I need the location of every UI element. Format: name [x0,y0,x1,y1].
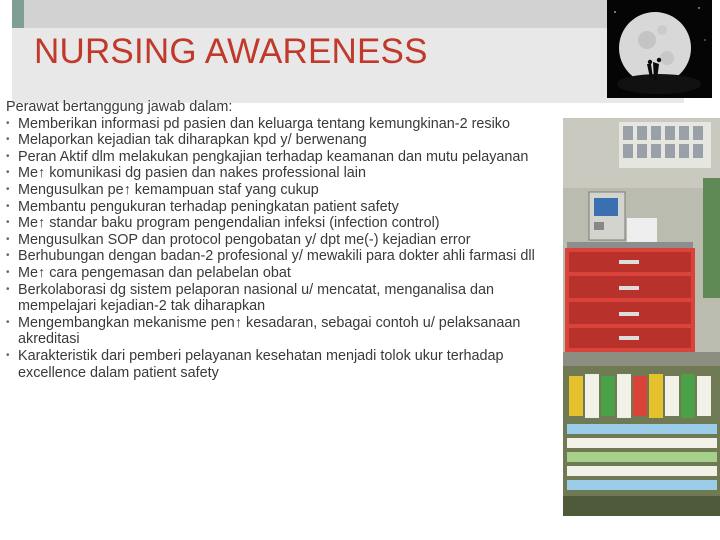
bullet-text: Berkolaborasi dg sistem pelaporan nasional u/ mencatat, menganalisa dan mempelajari kejadian-2 tak diharapkan [18,281,494,315]
bullet-text: cara pengemasan dan pelabelan obat [45,264,291,281]
bullet-text: Berhubungan dengan badan-2 profesional y/ mewakili para dokter ahli farmasi dll [18,248,535,265]
list-item [6,116,562,133]
title-band [12,0,684,103]
bullet-text: Melaporkan kejadian tak diharapkan kpd y/ berwenang [18,132,367,149]
title-accent-bar [12,0,24,28]
bullet-text: komunikasi dg pasien dan nakes professional lain [45,165,366,182]
bullet-text: kemampuan staf yang cukup [130,181,319,198]
list-item [6,215,562,232]
up-arrow-icon: ↑ [234,314,242,331]
bullet-text: Me [18,264,38,281]
list-item [6,182,562,199]
list-item [6,282,562,315]
list-item [6,315,562,348]
slide-body [6,99,562,381]
bullet-text: Me [18,215,38,232]
bullet-text: Mengusulkan SOP dan protocol pengobatan y/ dpt me(-) kejadian error [18,231,471,248]
list-item [6,165,562,182]
intro-text: Perawat bertanggung jawab dalam: [6,99,233,115]
list-item [6,232,562,249]
bullet-text: kesadaran, sebagai contoh u/ pelaksanaan akreditasi [18,314,521,348]
list-item [6,348,562,381]
bullet-text: Me [18,165,38,182]
up-arrow-icon: ↑ [38,264,46,281]
list-item [6,149,562,166]
up-arrow-icon: ↑ [123,181,131,198]
bullet-text: Mengembangkan mekanisme pen [18,314,235,331]
up-arrow-icon: ↑ [38,165,46,182]
list-item [6,199,562,216]
list-item [6,132,562,149]
up-arrow-icon: ↑ [38,215,46,232]
bullet-text: Peran Aktif dlm melakukan pengkajian terhadap keamanan dan mutu pelayanan [18,148,529,165]
moon-silhouette-icon [607,0,712,98]
medication-cart-photo [563,118,720,516]
bullet-text: standar baku program pengendalian infeksi (infection control) [45,215,440,232]
bullet-text: Memberikan informasi pd pasien dan keluarga tentang kemungkinan-2 resiko [18,115,510,132]
bullet-list [6,116,562,382]
bullet-text: Mengusulkan pe [18,181,124,198]
bullet-text: Membantu pengukuran terhadap peningkatan patient safety [18,198,399,215]
slide-title: NURSING AWARENESS [34,32,428,71]
bullet-text: Karakteristik dari pemberi pelayanan kesehatan menjadi tolok ukur terhadap excellence dalam patient safety [18,347,504,381]
list-item [6,265,562,282]
list-item [6,248,562,265]
